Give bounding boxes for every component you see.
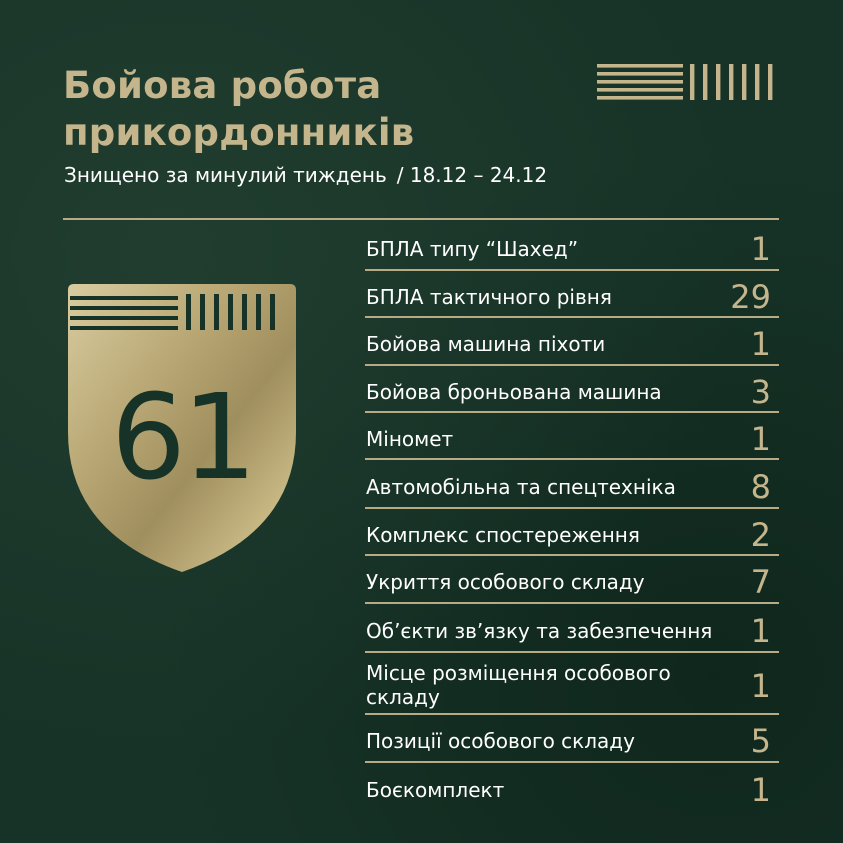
list-item — [365, 460, 779, 509]
subtitle-text: Знищено за минулий тиждень — [64, 163, 387, 187]
item-label: БПЛА типу “Шахед” — [366, 236, 579, 261]
item-label: Боєкомплект — [366, 778, 505, 802]
total-count: 61 — [110, 368, 254, 506]
item-value: 8 — [750, 467, 771, 506]
item-value: 2 — [750, 515, 771, 554]
list-item — [365, 763, 779, 813]
list-item — [365, 509, 779, 556]
item-value: 5 — [750, 722, 771, 760]
list-item — [365, 413, 779, 460]
destroyed-items-list — [365, 222, 779, 813]
item-value: 1 — [750, 667, 771, 705]
list-item — [365, 366, 779, 413]
item-label: Бойова броньована машина — [366, 379, 662, 404]
item-value: 29 — [730, 277, 771, 316]
item-value: 1 — [750, 419, 771, 458]
item-label: Укриття особового складу — [366, 570, 645, 594]
item-label: Місце розміщення особового складу — [366, 661, 671, 709]
item-label: Комплекс спостереження — [366, 522, 640, 547]
list-item — [365, 222, 779, 271]
item-value: 7 — [750, 563, 771, 601]
item-label: Міномет — [366, 426, 454, 451]
period-text: / 18.12 – 24.12 — [396, 163, 548, 187]
item-value: 1 — [750, 771, 771, 809]
list-item — [365, 556, 779, 604]
title-line-1: Бойова робота — [63, 64, 382, 107]
item-label: Бойова машина піхоти — [366, 332, 606, 356]
item-label: Автомобільна та спецтехніка — [366, 474, 676, 499]
item-value: 1 — [750, 229, 771, 268]
list-item — [365, 653, 779, 715]
border-guard-stripes-logo-icon — [597, 64, 781, 100]
list-item — [365, 604, 779, 653]
list-item — [365, 715, 779, 763]
item-value: 3 — [750, 372, 771, 411]
list-item — [365, 271, 779, 318]
item-value: 1 — [750, 611, 771, 650]
header-divider — [63, 218, 779, 220]
list-item — [365, 318, 779, 366]
item-label: Об’єкти зв’язку та забезпечення — [366, 618, 713, 643]
item-label: Позиції особового складу — [366, 729, 635, 753]
subtitle — [64, 163, 547, 187]
title-line-2: прикордонників — [63, 111, 415, 154]
item-value: 1 — [750, 325, 771, 363]
page-title — [63, 62, 563, 156]
item-label: БПЛА тактичного рівня — [366, 284, 612, 309]
